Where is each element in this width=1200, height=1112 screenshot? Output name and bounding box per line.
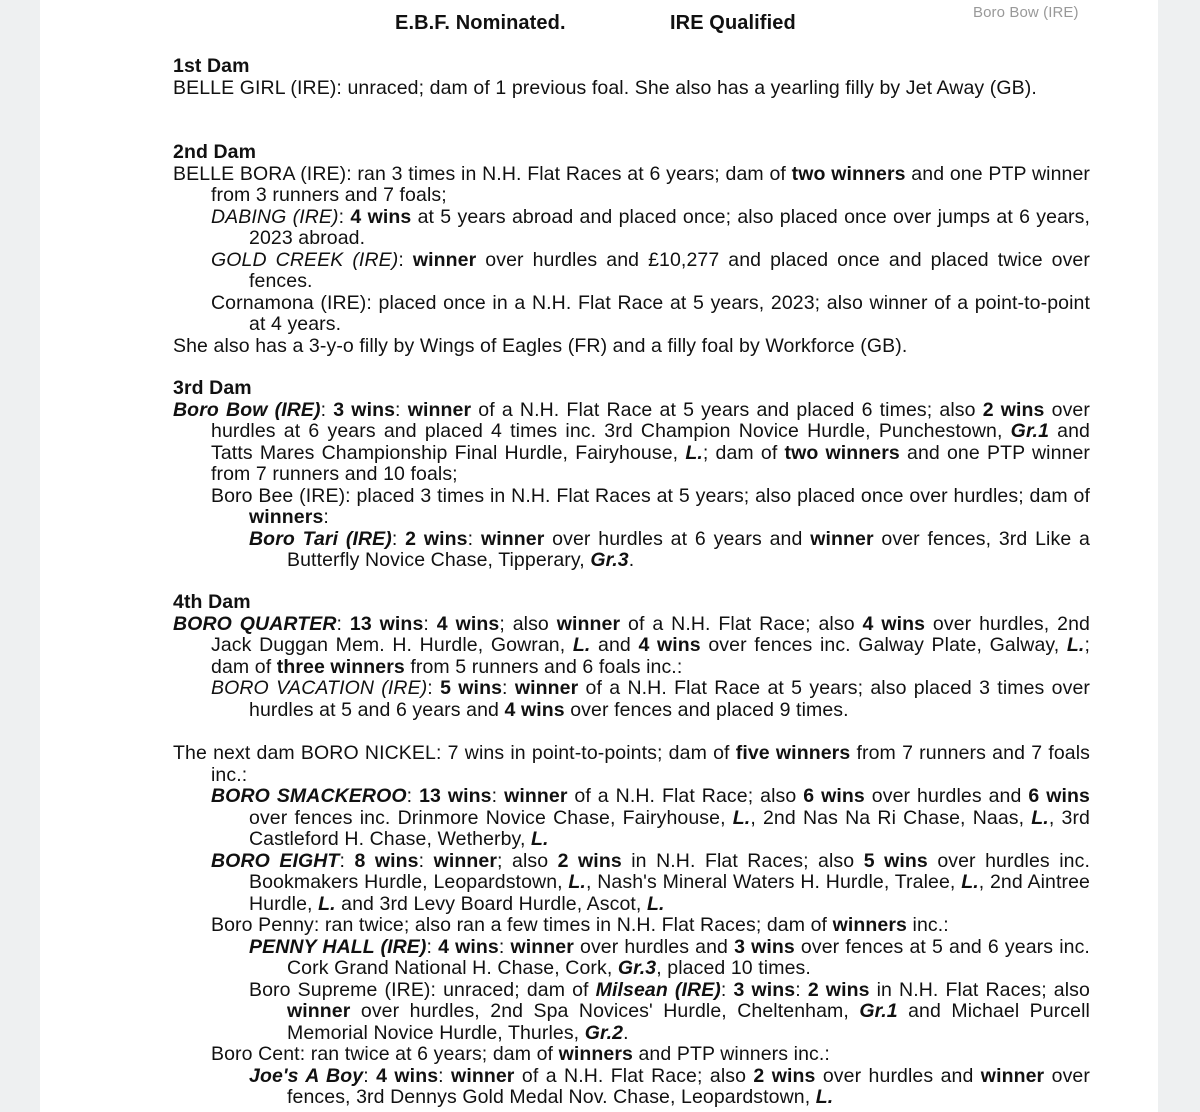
progeny-boro-bee: Boro Bee (IRE): placed 3 times in N.H. Flat Races at 5 years; also placed once over hurdles; dam of winners: [211,484,1090,528]
progeny-boro-eight: BORO EIGHT: 8 wins: winner; also 2 wins in N.H. Flat Races; also 5 wins over hurdles inc. Bookmakers Hurdle, Leopardstown, L., Nash's Mineral Waters H. Hurdle, Tralee, L., 2nd Aintree Hurdle, L. and 3rd Levy Board Hurdle, Ascot, L. [211,849,1090,915]
progeny-cornamona: Cornamona (IRE): placed once in a N.H. Flat Race at 5 years, 2023; also winner of a point-to-point at 4 years. [211,291,1090,335]
second-dam-entry: BELLE BORA (IRE): ran 3 times in N.H. Flat Races at 6 years; dam of two winners and one PTP winner from 3 runners and 7 foals; [173,162,1091,206]
third-dam-heading: 3rd Dam [173,377,252,399]
third-dam-section [173,378,1090,572]
first-dam-section [173,56,1090,99]
progeny-gold-creek: GOLD CREEK (IRE): winner over hurdles and £10,277 and placed once and placed twice over fences. [211,248,1090,292]
fourth-dam-heading: 4th Dam [173,591,251,613]
cut-off-header-text: Boro Bow (IRE) [973,4,1079,21]
progeny-boro-supreme: Boro Supreme (IRE): unraced; dam of Milsean (IRE): 3 wins: 2 wins in N.H. Flat Races; also winner over hurdles, 2nd Spa Novices' Hurdle, Cheltenham, Gr.1 and Michael Purcell Memorial Novice Hurdle, Thurles, Gr.2. [249,978,1090,1044]
next-dam-section [173,743,1090,1109]
progeny-boro-vacation: BORO VACATION (IRE): 5 wins: winner of a N.H. Flat Race at 5 years; also placed 3 times over hurdles at 5 and 6 years and 4 wins over fences and placed 9 times. [211,677,1090,721]
ebf-nominated-label: E.B.F. Nominated. [395,12,566,34]
first-dam-entry: BELLE GIRL (IRE): unraced; dam of 1 previous foal. She also has a yearling filly by Jet Away (GB). [173,76,1037,99]
second-dam-section [173,142,1090,357]
fourth-dam-entry: BORO QUARTER: 13 wins: 4 wins; also winner of a N.H. Flat Race; also 4 wins over hurdles, 2nd Jack Duggan Mem. H. Hurdle, Gowran, L. and 4 wins over fences inc. Galway Plate, Galway, L.; dam of three winners from 5 runners and 6 foals inc.: [173,612,1090,678]
progeny-boro-tari: Boro Tari (IRE): 2 wins: winner over hurdles at 6 years and winner over fences, 3rd Like a Butterfly Novice Chase, Tipperary, Gr.3. [249,527,1090,571]
document-page [40,0,1158,1112]
progeny-boro-smackeroo: BORO SMACKEROO: 13 wins: winner of a N.H. Flat Race; also 6 wins over hurdles and 6 wins over fences inc. Drinmore Novice Chase, Fairyhouse, L., 2nd Nas Na Ri Chase, Naas, L., 3rd Castleford H. Chase, Wetherby, L. [211,785,1090,850]
fourth-dam-section [173,592,1090,721]
progeny-penny-hall: PENNY HALL (IRE): 4 wins: winner over hurdles and 3 wins over fences at 5 and 6 years inc. Cork Grand National H. Chase, Cork, Gr.3, placed 10 times. [249,935,1090,979]
second-dam-note: She also has a 3-y-o filly by Wings of Eagles (FR) and a filly foal by Workforce (GB). [173,334,908,357]
ire-qualified-label: IRE Qualified [670,12,796,34]
first-dam-heading: 1st Dam [173,55,250,77]
progeny-dabing: DABING (IRE): 4 wins at 5 years abroad and placed once; also placed once over jumps at 6 years, 2023 abroad. [211,205,1090,249]
progeny-joes-a-boy: Joe's A Boy: 4 wins: winner of a N.H. Flat Race; also 2 wins over hurdles and winner over fences, 3rd Dennys Gold Medal Nov. Chase, Leopardstown, L. [249,1064,1090,1108]
progeny-boro-penny: Boro Penny: ran twice; also ran a few times in N.H. Flat Races; dam of winners inc.: [211,914,949,936]
third-dam-entry: Boro Bow (IRE): 3 wins: winner of a N.H. Flat Race at 5 years and placed 6 times; also 2 wins over hurdles at 6 years and placed 4 times inc. 3rd Champion Novice Hurdle, Punchestown, Gr.1 and Tatts Mares Championship Final Hurdle, Fairyhouse, L.; dam of two winners and one PTP winner from 7 runners and 10 foals; [173,398,1091,485]
second-dam-heading: 2nd Dam [173,141,257,163]
progeny-boro-cent: Boro Cent: ran twice at 6 years; dam of winners and PTP winners inc.: [211,1043,830,1065]
next-dam-entry: The next dam BORO NICKEL: 7 wins in point-to-points; dam of five winners from 7 runners and 7 foals inc.: [173,742,1091,786]
